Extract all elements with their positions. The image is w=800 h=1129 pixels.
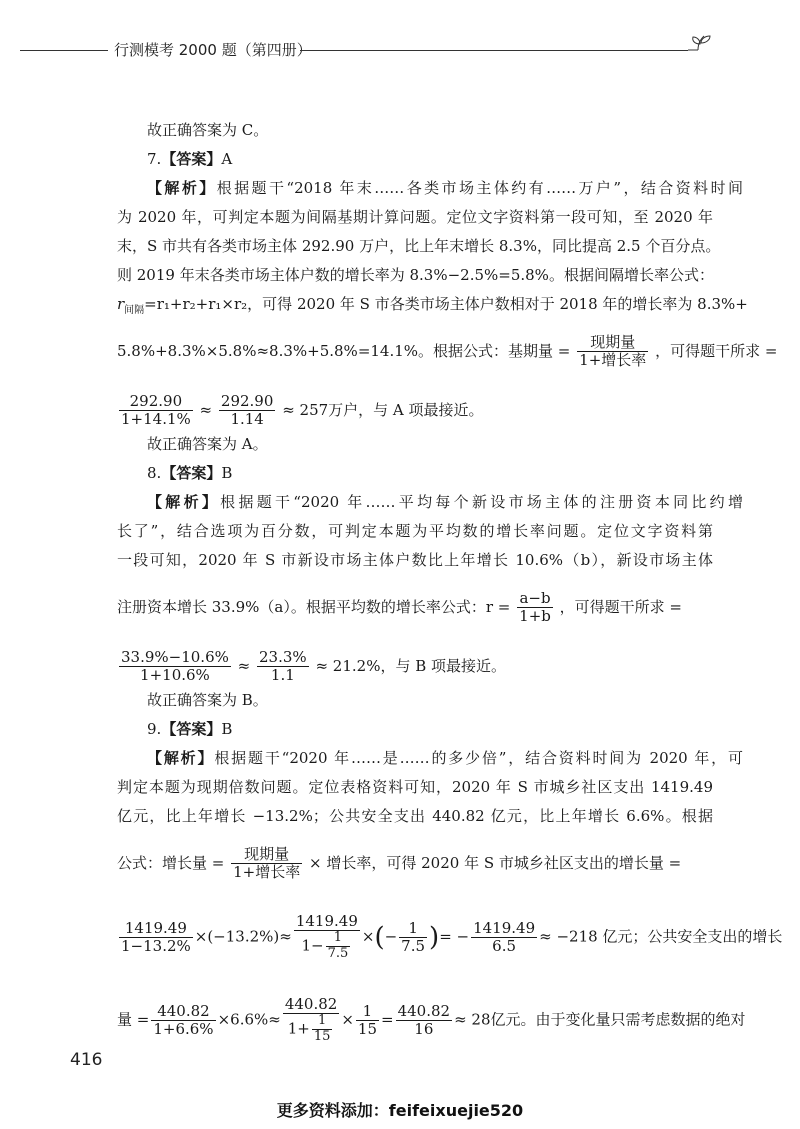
q8-text-4: 注册资本增长 33.9%（a）。根据平均数的增长率公式：r = (117, 597, 511, 616)
q9-label: 9. (147, 720, 162, 738)
q7-fraction-1: $\frac{292.90}{1+14.1\%}$ (121, 392, 191, 429)
q9-analysis-tag: 【解析】 (147, 749, 215, 767)
q9-fraction-2: 1419.49 1− $\frac{1}{7.5}$ (295, 912, 358, 962)
q7-analysis-tag: 【解析】 (147, 179, 217, 197)
q9-answer: B (221, 720, 233, 738)
q8-rate-formula: $\frac{a-b}{1+b}$ (519, 589, 551, 626)
q7-r-subscript: 间隔 (124, 305, 145, 316)
q8-formula-line-1 (117, 589, 713, 626)
q9-analysis-line-1 (117, 746, 743, 770)
q7-analysis-line-2: 为 2020 年，可判定本题为间隔基期计算问题。定位文字资料第一段可知，至 2020 年 (117, 208, 713, 226)
q7-approx: ≈ (199, 400, 213, 419)
q7-answer-line (117, 147, 743, 171)
q9-fraction-3: $\frac{1}{7.5}$ (401, 918, 426, 956)
q9-fraction-4: $\frac{1419.49}{6.5}$ (473, 918, 536, 956)
q7-formula-line-2 (117, 392, 713, 429)
q8-conclusion: 故正确答案为 B。 (147, 691, 268, 709)
q8-analysis-line-2: 长了”，结合选项为百分数，可判定本题为平均数的增长率问题。定位文字资料第 (117, 522, 713, 540)
q7-answer: A (221, 150, 233, 168)
q8-result: ≈ 21.2%，与 B 项最接近。 (315, 656, 507, 675)
q9-times-2: × (341, 1010, 354, 1029)
q8-text-4-post: ，可得题干所求 = (559, 597, 682, 616)
q9-answer-line (117, 717, 743, 741)
q7-answer-tag: 【答案】 (161, 150, 222, 168)
q9-analysis-line-3: 亿元，比上年增长 −13.2%；公共安全支出 440.82 亿元，比上年增长 6.6%。根据 (117, 807, 713, 825)
q7-conclusion: 故正确答案为 A。 (147, 435, 268, 453)
q8-analysis-line-1 (117, 490, 743, 514)
q8-answer: B (221, 464, 233, 482)
q9-fraction-7: $\frac{1}{15}$ (357, 1001, 377, 1039)
q7-label: 7. (147, 150, 162, 168)
q7-text-6-post: ，可得题干所求 = (655, 341, 778, 360)
q9-equals-2: = (381, 1010, 394, 1029)
q9-text-6: 量 = (117, 1010, 150, 1029)
q9-formula-line-2: $\frac{1419.49}{1-13.2\%}$ ×(−13.2%)≈ 1419.49 1− $\frac{1}{7.5}$ ×(− $\frac{1}{7.5}$ )= − $\frac{1419.49}{6.5}$ ≈ −218 亿元；公共安全支出的增长 (121, 912, 783, 962)
header-rule-right (300, 50, 688, 51)
running-header (0, 32, 800, 62)
q9-result-1: ≈ −218 亿元；公共安全支出的增长 (539, 927, 783, 946)
q8-formula-line-2 (117, 648, 713, 685)
q7-text-5: =r₁+r₂+r₁×r₂，可得 2020 年 S 市各类市场主体户数相对于 2018 年的增长率为 8.3%+ (144, 295, 748, 313)
q8-fraction-1: $\frac{33.9\%-10.6\%}{1+10.6\%}$ (121, 648, 229, 685)
q9-text-1: 根据题干“2020 年……是……的多少倍”，结合资料时间为 2020 年，可 (214, 749, 743, 767)
sprout-icon (686, 32, 714, 60)
q8-text-1: 根据题干“2020 年……平均每个新设市场主体的注册资本同比约增 (220, 493, 743, 511)
page-number: 416 (70, 1050, 103, 1070)
q9-text-4: 公式：增长量 = (117, 853, 225, 872)
q9-times: × (361, 927, 375, 946)
q9-minus: − (384, 927, 398, 946)
q7-analysis-line-5 (117, 292, 748, 316)
q8-label: 8. (147, 464, 162, 482)
q7-r-symbol: r (117, 295, 125, 313)
q8-approx: ≈ (237, 656, 251, 675)
q7-base-formula: $\frac{\text{现期量}}{\text{1+增长率}}$ (579, 333, 647, 370)
q7-analysis-line-4: 则 2019 年末各类市场主体户数的增长率为 8.3%−2.5%=5.8%。根据间隔增长率公式： (117, 266, 714, 284)
q8-answer-line (117, 461, 743, 485)
header-title: 行测模考 2000 题（第四册） (114, 41, 312, 59)
q9-equals: = − (439, 927, 470, 946)
q9-fraction-5: $\frac{440.82}{1+6.6\%}$ (153, 1001, 214, 1039)
footer-note: 更多资料添加：feifeixuejie520 (276, 1101, 524, 1120)
q9-fraction-6: 440.82 1+ $\frac{1}{15}$ (284, 995, 338, 1045)
header-rule-left (20, 50, 108, 51)
q9-formula-line-3 (117, 995, 746, 1045)
q7-formula-line-1 (117, 333, 778, 370)
q6-conclusion: 故正确答案为 C。 (147, 121, 269, 139)
q7-analysis-line-1 (117, 176, 743, 200)
q9-fraction-8: $\frac{440.82}{16}$ (397, 1001, 451, 1039)
q9-answer-tag: 【答案】 (161, 720, 222, 738)
q7-result: ≈ 257万户，与 A 项最接近。 (282, 400, 484, 419)
q9-fraction-1: $\frac{1419.49}{1-13.2\%}$ (121, 918, 191, 956)
q8-analysis-line-3: 一段可知，2020 年 S 市新设市场主体户数比上年增长 10.6%（b），新设市场主体 (117, 551, 713, 569)
q7-analysis-line-3: 末，S 市共有各类市场主体 292.90 万户，比上年末增长 8.3%，同比提高 2.5 个百分点。 (117, 237, 721, 255)
q9-formula-line-1 (117, 845, 713, 882)
q9-multiply-1: ×(−13.2%)≈ (194, 927, 292, 946)
q8-fraction-2: $\frac{23.3\%}{1.1}$ (259, 648, 307, 685)
q9-multiply-2: ×6.6%≈ (217, 1010, 281, 1029)
q7-fraction-2: $\frac{292.90}{1.14}$ (220, 392, 274, 429)
q8-answer-tag: 【答案】 (161, 464, 222, 482)
q7-text-1: 根据题干“2018 年末……各类市场主体约有……万户”，结合资料时间 (216, 179, 743, 197)
q8-analysis-tag: 【解析】 (147, 493, 221, 511)
q9-result-2: ≈ 28亿元。由于变化量只需考虑数据的绝对 (454, 1010, 746, 1029)
q9-text-4-post: × 增长率，可得 2020 年 S 市城乡社区支出的增长量 = (309, 853, 682, 872)
q7-text-6: 5.8%+8.3%×5.8%≈8.3%+5.8%=14.1%。根据公式：基期量 = (117, 341, 571, 360)
q9-analysis-line-2: 判定本题为现期倍数问题。定位表格资料可知，2020 年 S 市城乡社区支出 1419.49 (117, 778, 713, 796)
q9-growth-formula: $\frac{\text{现期量}}{\text{1+增长率}}$ (233, 845, 301, 882)
